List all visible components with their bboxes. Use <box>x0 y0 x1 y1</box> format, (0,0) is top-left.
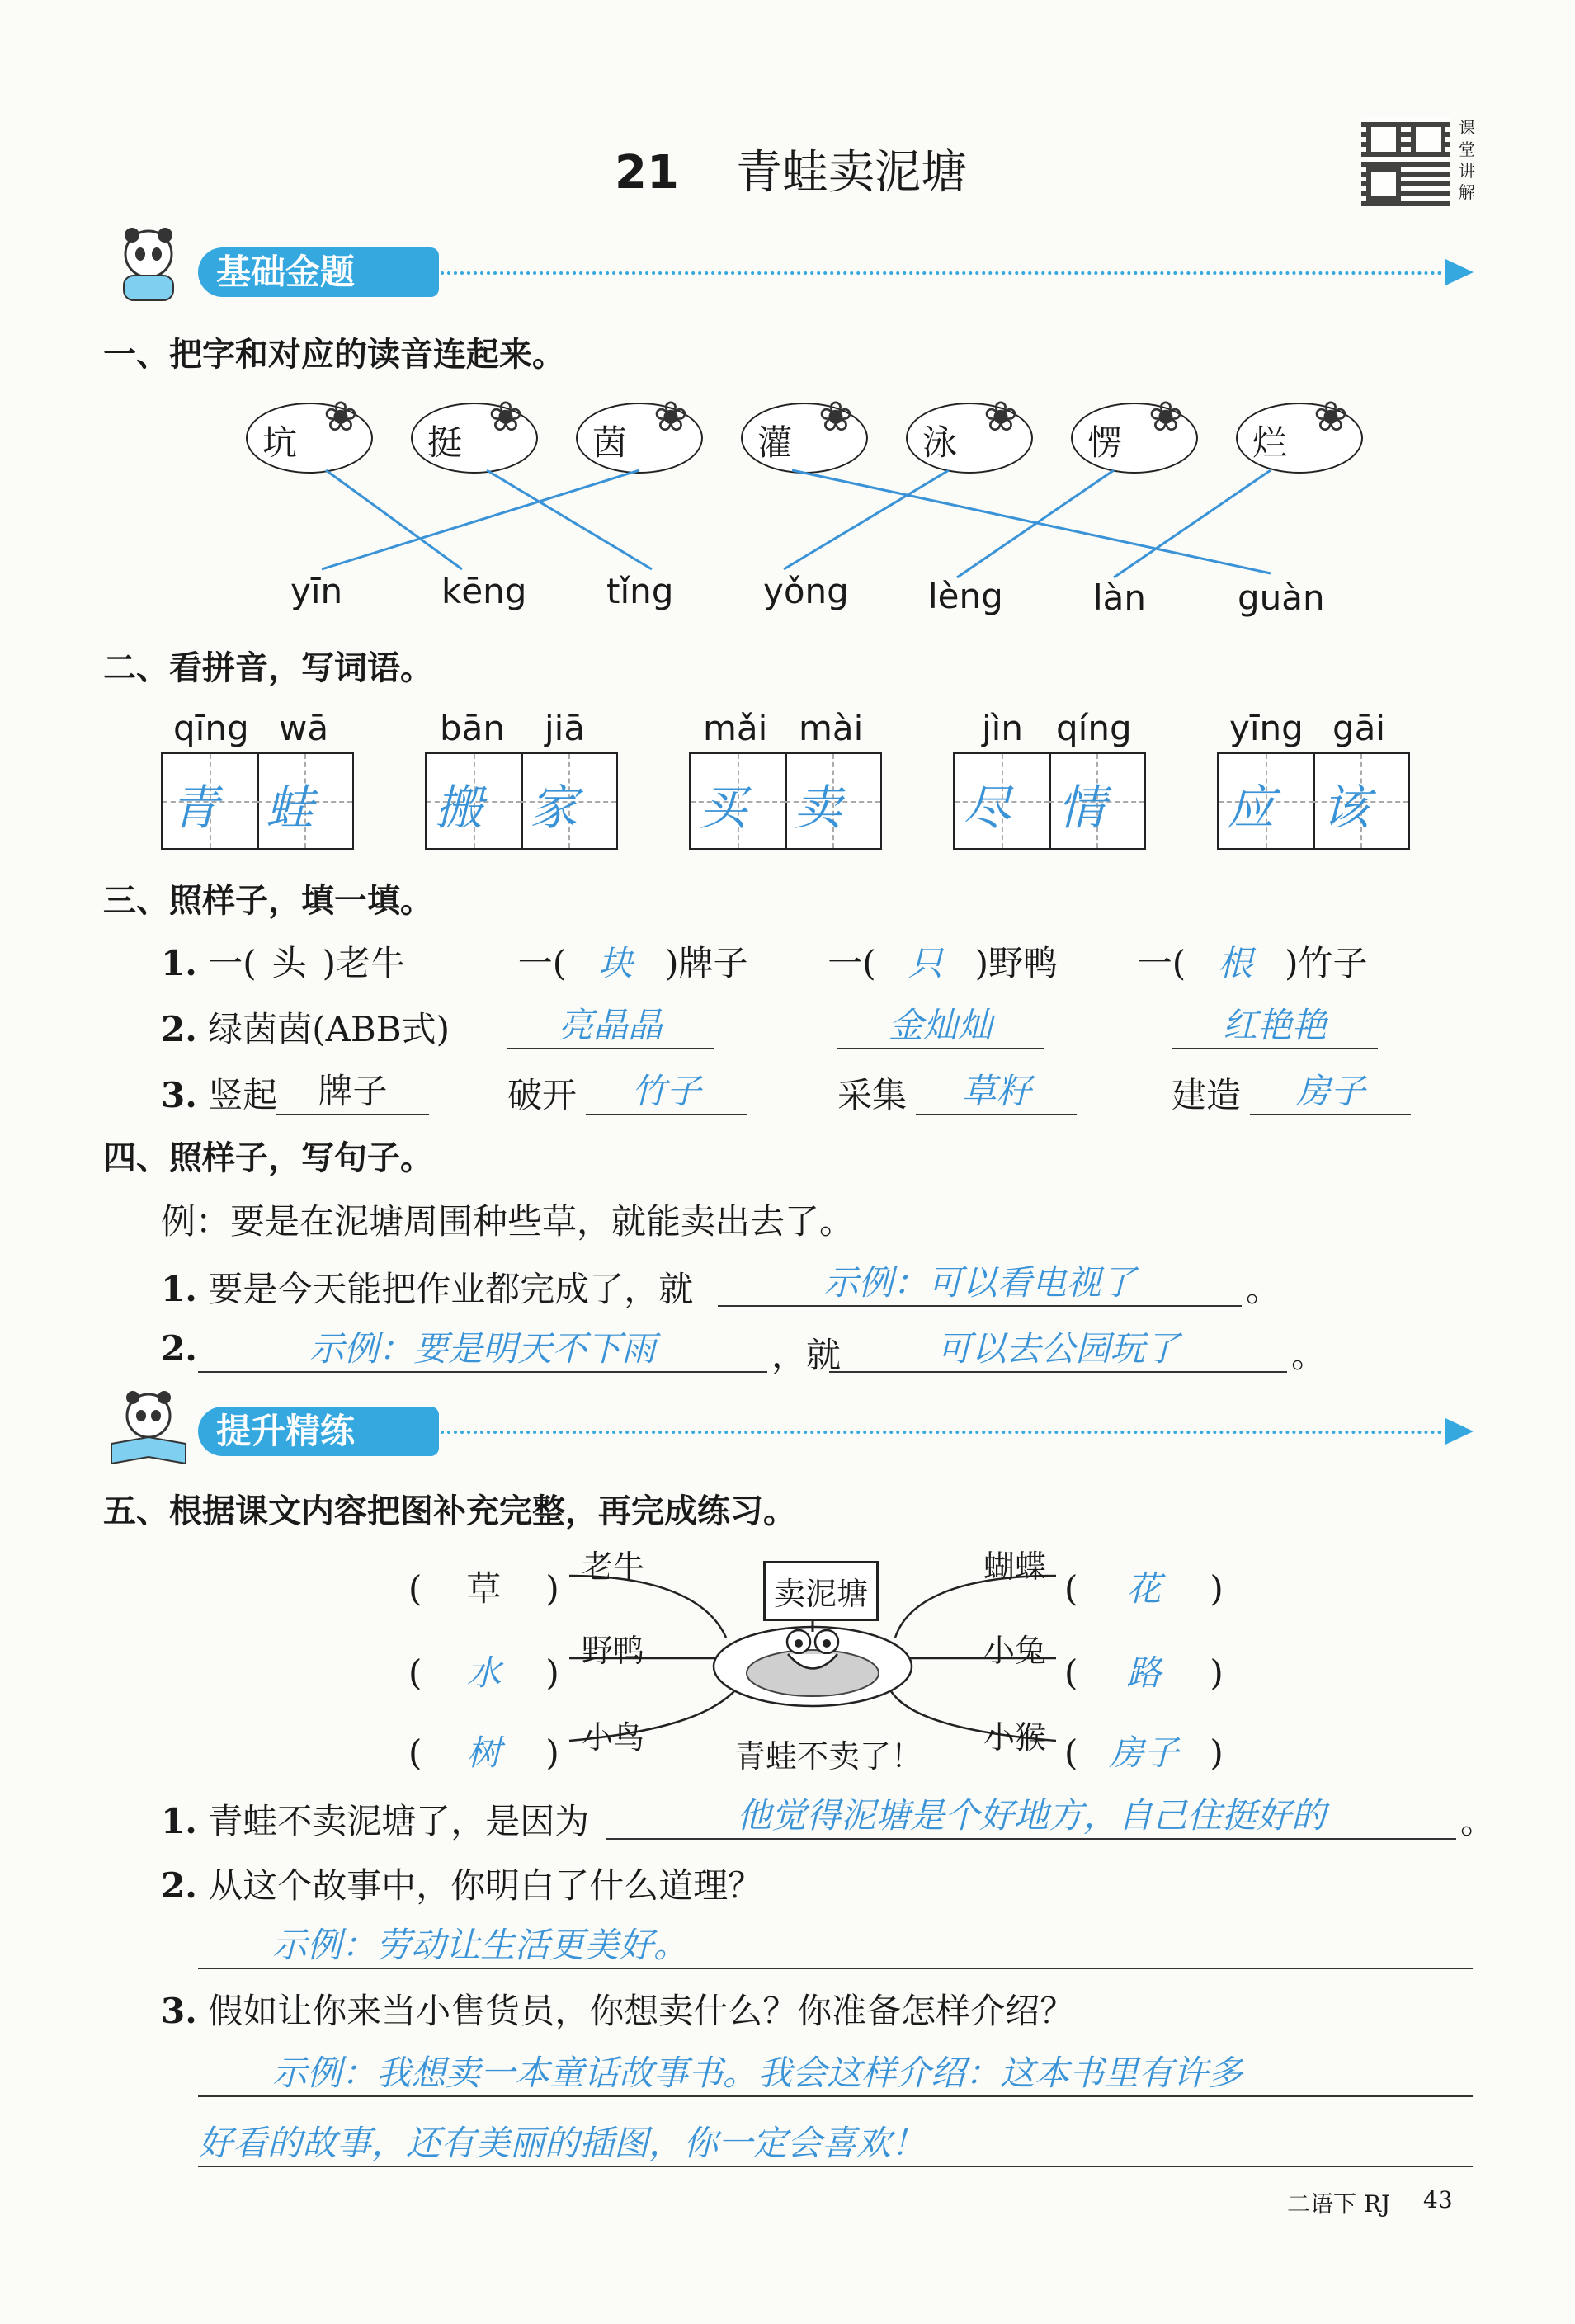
answer-line: 草籽 <box>916 1064 1077 1115</box>
item-number: 1. <box>161 943 197 983</box>
verb-label: 竖起 <box>208 1075 278 1115</box>
answer-line: 示例：可以看电视了 <box>718 1256 1242 1307</box>
answer-line: 示例：我想卖一本童话故事书。我会这样介绍：这本书里有许多 <box>198 2046 1473 2097</box>
flower-icon: ❀ <box>1148 393 1183 441</box>
right-item: ( 房子 ) <box>1064 1726 1246 1775</box>
char: 挺 <box>427 422 463 463</box>
pinyin: làn <box>1093 577 1147 618</box>
answer-char: 情 <box>1058 780 1106 836</box>
q3-title: 三、照样子，填一填。 <box>103 882 433 920</box>
pinyin: mài <box>799 708 864 748</box>
blank-suffix: )野鸭 <box>974 943 1058 983</box>
left-item: ( 草 ) <box>408 1562 582 1611</box>
pinyin: mǎi <box>703 708 768 748</box>
animal-label: 老牛 <box>582 1549 645 1585</box>
pinyin: tǐng <box>606 571 674 611</box>
section-banner-basic: 基础金题 <box>198 247 439 297</box>
answer-char: 应 <box>1227 780 1276 836</box>
flower-icon: ❀ <box>818 393 853 441</box>
pinyin: gāi <box>1332 708 1386 748</box>
page-number: 43 <box>1423 2186 1453 2213</box>
answer-text: 路 <box>1126 1652 1162 1693</box>
blank-suffix: )老牛 <box>322 943 405 983</box>
blank-prefix: 一( <box>517 943 567 983</box>
pinyin: yǒng <box>763 571 849 611</box>
q4-example: 例：要是在泥塘周围种些草，就能卖出去了。 <box>161 1201 855 1242</box>
question-text: 假如让你来当小售货员，你想卖什么？你准备怎样介绍？ <box>208 1991 1075 2031</box>
answer-line: 他觉得泥塘是个好地方，自己住挺好的 <box>606 1789 1456 1840</box>
blank-prefix: 一( <box>828 943 876 983</box>
blank-prefix: 一( <box>208 943 257 983</box>
animal-label: 小猴 <box>983 1719 1047 1756</box>
pinyin: qīng <box>173 708 249 748</box>
char: 泳 <box>922 422 958 463</box>
q3-row3 <box>161 1068 277 1118</box>
item-number: 1. <box>161 1269 197 1309</box>
word-grid <box>161 752 354 850</box>
answer-text: 花 <box>1126 1568 1162 1609</box>
q5-title: 五、根据课文内容把图补充完整，再完成练习。 <box>103 1492 796 1530</box>
blank-suffix: )牌子 <box>665 943 748 983</box>
char: 茵 <box>592 422 628 463</box>
q5-p2 <box>161 1859 762 1908</box>
answer-char: 买 <box>699 780 747 836</box>
pinyin: yīn <box>290 571 343 611</box>
answer-char: 尽 <box>963 780 1011 836</box>
answer-char: 蛙 <box>266 780 314 836</box>
answer-char: 家 <box>530 780 578 836</box>
q1-connect-lines <box>0 0 1575 660</box>
footer-book: 二语下 RJ <box>1287 2190 1391 2218</box>
row-label: 绿茵茵(ABB式) <box>208 1009 450 1049</box>
q1-title: 一、把字和对应的读音连起来。 <box>103 336 565 374</box>
answer-line: 好看的故事，还有美丽的插图，你一定会喜欢！ <box>198 2116 1473 2167</box>
answer-char: 搬 <box>435 780 483 836</box>
sentence-prefix: 要是今天能把作业都完成了，就 <box>208 1269 694 1309</box>
qr-label-char: 课 <box>1459 118 1475 138</box>
item-number: 3. <box>161 1075 197 1115</box>
pinyin: bān <box>440 708 506 748</box>
q5-p3 <box>161 1984 1074 2034</box>
answer-char: 卖 <box>794 780 842 836</box>
answer-text: 根 <box>1218 943 1253 983</box>
left-item: ( 水 ) <box>408 1646 582 1695</box>
char: 愣 <box>1087 422 1123 463</box>
answer-line: 可以去公园玩了 <box>829 1322 1287 1373</box>
word-grid <box>1217 752 1410 850</box>
q2-title: 二、看拼音，写词语。 <box>103 649 433 687</box>
flower-icon: ❀ <box>983 393 1018 441</box>
answer-line: 金灿灿 <box>837 998 1044 1049</box>
item-number: 2. <box>161 1865 197 1906</box>
blank-suffix: )竹子 <box>1285 943 1368 983</box>
answer-line: 示例：要是明天不下雨 <box>198 1322 767 1373</box>
answer-line: 示例：劳动让生活更美好。 <box>198 1918 1473 1969</box>
qr-label-char: 堂 <box>1459 139 1475 159</box>
answer-line: 竹子 <box>586 1064 747 1115</box>
blank-prefix: 一( <box>1137 943 1186 983</box>
word-grid <box>689 752 882 850</box>
animal-label: 小鸟 <box>582 1719 645 1756</box>
section-banner-advanced: 提升精练 <box>198 1407 439 1456</box>
verb-label: 建造 <box>1172 1075 1242 1115</box>
item-number: 2. <box>161 1328 197 1369</box>
frog-caption: 青蛙不卖了！ <box>734 1738 923 1775</box>
q4-title: 四、照样子，写句子。 <box>103 1139 433 1177</box>
item-number: 3. <box>161 1991 197 2031</box>
verb-label: 采集 <box>837 1075 908 1115</box>
panda-reading-icon <box>103 1386 194 1468</box>
animal-label: 蝴蝶 <box>983 1549 1047 1585</box>
animal-label: 野鸭 <box>582 1633 645 1669</box>
answer-char: 青 <box>171 780 219 836</box>
flower-icon: ❀ <box>488 393 523 441</box>
example-line: 牌子 <box>276 1064 429 1115</box>
flower-icon: ❀ <box>1313 393 1348 441</box>
q4-s1 <box>161 1262 693 1312</box>
word-grid <box>953 752 1146 850</box>
sentence-mid: ，就 <box>771 1335 842 1375</box>
sentence-end: 。 <box>1291 1335 1327 1375</box>
pinyin: qíng <box>1056 708 1132 748</box>
sentence-end: 。 <box>1460 1801 1496 1841</box>
lesson-title: 青蛙卖泥塘 <box>735 146 967 200</box>
sell-pond-sign: 卖泥塘 <box>763 1561 879 1621</box>
q5-p1 <box>161 1794 589 1844</box>
pinyin: wā <box>279 708 329 748</box>
animal-label: 小兔 <box>983 1633 1047 1669</box>
item-number: 1. <box>161 1801 197 1841</box>
example-answer: 草 <box>466 1568 502 1609</box>
pinyin: jìn <box>982 708 1023 748</box>
left-item: ( 树 ) <box>408 1726 582 1775</box>
pinyin: kēng <box>441 571 527 611</box>
answer-line: 红艳艳 <box>1172 998 1378 1049</box>
answer-text: 树 <box>466 1732 502 1773</box>
qr-label-char: 讲 <box>1459 161 1475 181</box>
answer-line: 亮晶晶 <box>507 998 714 1049</box>
right-item: ( 花 ) <box>1064 1562 1246 1611</box>
pinyin: guàn <box>1238 577 1325 618</box>
answer-text: 水 <box>466 1652 502 1693</box>
sentence-end: 。 <box>1246 1269 1281 1309</box>
answer-char: 该 <box>1322 780 1370 836</box>
q4-s2-num <box>161 1328 197 1369</box>
qr-label-char: 解 <box>1459 182 1475 202</box>
question-prefix: 青蛙不卖泥塘了，是因为 <box>208 1801 590 1841</box>
example-answer: 头 <box>271 943 307 983</box>
verb-label: 破开 <box>507 1075 578 1115</box>
char: 烂 <box>1252 422 1288 463</box>
banner-arrow-icon <box>1445 1418 1474 1445</box>
pinyin: jiā <box>545 708 586 748</box>
answer-text: 块 <box>598 943 634 983</box>
pinyin: yīng <box>1229 708 1304 748</box>
flower-icon: ❀ <box>323 393 358 441</box>
q3-row1 <box>161 936 1547 986</box>
answer-text: 只 <box>908 943 943 983</box>
right-item: ( 路 ) <box>1064 1646 1246 1695</box>
answer-line: 房子 <box>1250 1064 1411 1115</box>
char: 灌 <box>757 422 793 463</box>
question-text: 从这个故事中，你明白了什么道理？ <box>208 1865 763 1906</box>
word-grid <box>425 752 618 850</box>
item-number: 2. <box>161 1009 197 1049</box>
pinyin: lèng <box>928 576 1003 616</box>
q3-row2-label <box>161 1002 450 1052</box>
char: 坑 <box>262 422 298 463</box>
answer-text: 房子 <box>1109 1732 1179 1773</box>
banner-dotted-line <box>427 1431 1442 1434</box>
flower-icon: ❀ <box>653 393 688 441</box>
lesson-number: 21 <box>615 146 679 200</box>
